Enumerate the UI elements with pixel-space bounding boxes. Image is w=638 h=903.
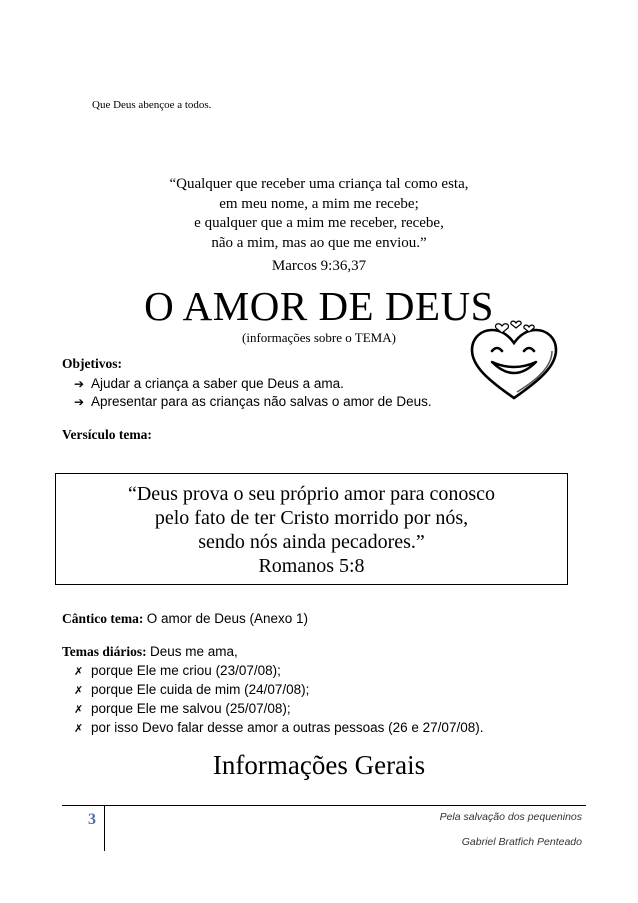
daily-themes-label: Temas diários: — [62, 644, 147, 659]
song-line — [62, 611, 308, 627]
footer-vertical-divider — [104, 806, 105, 851]
daily-themes-intro: Deus me ama, — [150, 644, 238, 659]
quote-line: e qualquer que a mim me receber, recebe, — [194, 215, 444, 231]
daily-theme-text: porque Ele cuida de mim (24/07/08); — [91, 682, 310, 697]
arrow-bullet-icon: ➔ — [74, 395, 85, 409]
list-item — [74, 681, 483, 700]
song-label: Cântico tema: — [62, 611, 144, 626]
heart-smiley-icon — [466, 318, 562, 402]
opening-quote — [0, 175, 638, 253]
cross-bullet-icon: ✗ — [74, 685, 84, 697]
arrow-bullet-icon: ➔ — [74, 377, 85, 391]
page-number: 3 — [88, 811, 96, 828]
verse-label: Versículo tema: — [62, 427, 152, 442]
objectives-list — [74, 375, 432, 411]
footer-tagline: Pela salvação dos pequeninos — [439, 811, 582, 823]
section-title: Informações Gerais — [212, 750, 426, 780]
greeting-text: Que Deus abençoe a todos. — [92, 99, 212, 111]
daily-themes-line — [62, 644, 238, 660]
list-item — [74, 662, 483, 681]
objective-text: Ajudar a criança a saber que Deus a ama. — [91, 376, 344, 391]
verse-line: pelo fato de ter Cristo morrido por nós, — [154, 507, 469, 529]
list-item — [74, 719, 483, 738]
page-subtitle: (informações sobre o TEMA) — [242, 330, 396, 345]
footer-divider — [62, 805, 586, 806]
daily-theme-text: porque Ele me salvou (25/07/08); — [91, 701, 291, 716]
list-item — [74, 393, 432, 411]
footer-author: Gabriel Bratfich Penteado — [461, 836, 582, 848]
objectives-label: Objetivos: — [62, 356, 122, 371]
objective-text: Apresentar para as crianças não salvas o amor de Deus. — [91, 394, 432, 409]
page-title: O AMOR DE DEUS — [144, 283, 494, 329]
cross-bullet-icon: ✗ — [74, 704, 84, 716]
quote-line: não a mim, mas ao que me enviou.” — [211, 234, 427, 251]
verse-box — [55, 473, 568, 585]
song-value: O amor de Deus (Anexo 1) — [146, 611, 309, 626]
daily-themes-list — [74, 662, 483, 738]
verse-reference: Romanos 5:8 — [258, 555, 365, 577]
daily-theme-text: por isso Devo falar desse amor a outras pessoas (26 e 27/07/08). — [91, 720, 484, 735]
cross-bullet-icon: ✗ — [74, 723, 84, 735]
quote-reference: Marcos 9:36,37 — [271, 258, 367, 274]
daily-theme-text: porque Ele me criou (23/07/08); — [91, 663, 281, 678]
quote-line: em meu nome, a mim me recebe; — [219, 195, 419, 212]
list-item — [74, 700, 483, 719]
quote-line: “Qualquer que receber uma criança tal como esta, — [169, 176, 469, 192]
list-item — [74, 375, 432, 393]
verse-line: “Deus prova o seu próprio amor para conosco — [127, 483, 496, 505]
cross-bullet-icon: ✗ — [74, 666, 84, 678]
verse-line: sendo nós ainda pecadores.” — [198, 531, 425, 553]
